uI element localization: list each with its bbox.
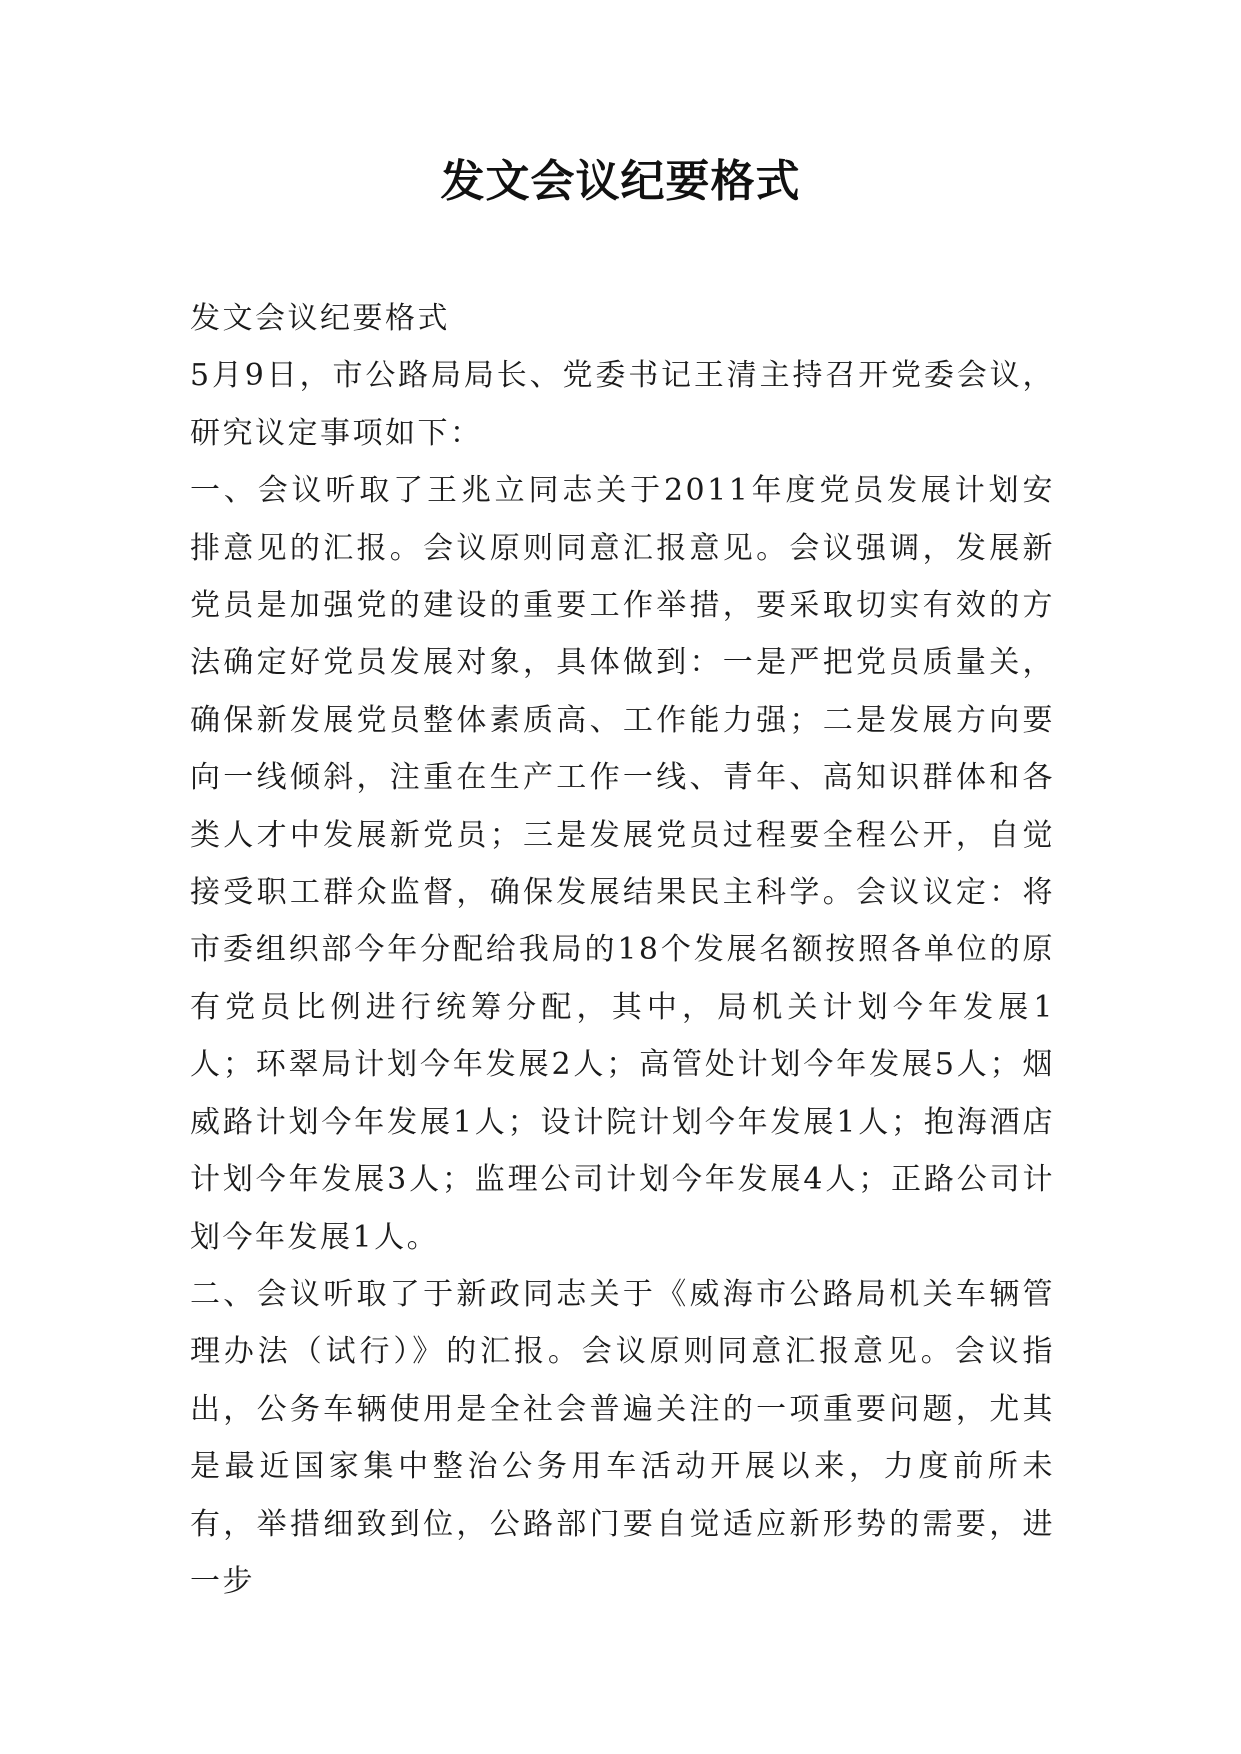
- body-paragraph-item-2: 二、会议听取了于新政同志关于《威海市公路局机关车辆管理办法（试行）》的汇报。会议原则同意汇报意见。会议指出，公务车辆使用是全社会普遍关注的一项重要问题，尤其是最近国家集中整治公务用车活动开展以来，力度前所未有，举措细致到位，公路部门要自觉适应新形势的需要，进一步: [190, 1276, 1055, 1599]
- body-paragraph-intro: 5月9日，市公路局局长、党委书记王清主持召开党委会议，研究议定事项如下：: [190, 358, 1055, 451]
- document-body: [190, 290, 1055, 1610]
- body-paragraph-heading: 发文会议纪要格式: [190, 301, 450, 336]
- body-paragraph-item-1: 一、会议听取了王兆立同志关于2011年度党员发展计划安排意见的汇报。会议原则同意汇报意见。会议强调，发展新党员是加强党的建设的重要工作举措，要采取切实有效的方法确定好党员发展对象，具体做到：一是严把党员质量关，确保新发展党员整体素质高、工作能力强；二是发展方向要向一线倾斜，注重在生产工作一线、青年、高知识群体和各类人才中发展新党员；三是发展党员过程要全程公开，自觉接受职工群众监督，确保发展结果民主科学。会议议定：将市委组织部今年分配给我局的18个发展名额按照各单位的原有党员比例进行统筹分配，其中，局机关计划今年发展1人；环翠局计划今年发展2人；高管处计划今年发展5人；烟威路计划今年发展1人；设计院计划今年发展1人；抱海酒店计划今年发展3人；监理公司计划今年发展4人；正路公司计划今年发展1人。: [190, 473, 1055, 1255]
- document-title: 发文会议纪要格式: [440, 156, 801, 207]
